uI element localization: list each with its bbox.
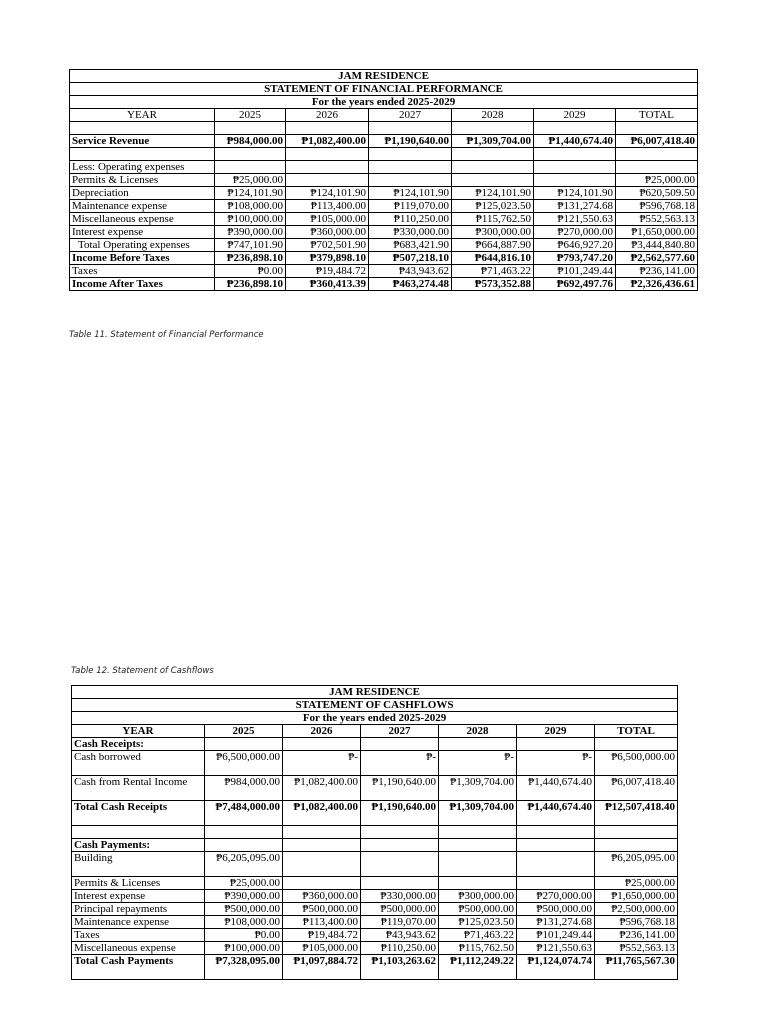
- table-cell: [361, 839, 439, 852]
- table-cell: [215, 122, 286, 135]
- table-cell: ₱6,205,095.00: [595, 852, 678, 877]
- table-cell: ₱124,101.90: [534, 187, 616, 200]
- table-cell: JAM RESIDENCE: [70, 70, 698, 83]
- table-row: [72, 903, 678, 916]
- table-cell: ₱3,444,840.80: [616, 239, 698, 252]
- table-cell: ₱330,000.00: [369, 226, 452, 239]
- table-row: [70, 213, 698, 226]
- table-row: [72, 877, 678, 890]
- table-cell: ₱19,484.72: [286, 265, 369, 278]
- table-cell: [369, 161, 452, 174]
- table-cell: ₱25,000.00: [595, 877, 678, 890]
- table-cell: ₱646,927.20: [534, 239, 616, 252]
- table-cell: Less: Operating expenses: [70, 161, 215, 174]
- table-cell: ₱747,101.90: [215, 239, 286, 252]
- table-cell: STATEMENT OF CASHFLOWS: [72, 699, 678, 712]
- table-cell: ₱7,328,095.00: [205, 955, 283, 980]
- table-cell: [286, 161, 369, 174]
- table-cell: ₱0.00: [205, 929, 283, 942]
- table-cell: [517, 852, 595, 877]
- table-cell: [369, 148, 452, 161]
- table-cell: ₱500,000.00: [205, 903, 283, 916]
- cashflows-table: [71, 685, 678, 980]
- table-cell: [595, 839, 678, 852]
- table-cell: ₱1,650,000.00: [616, 226, 698, 239]
- table-caption: Table 12. Statement of Cashflows: [71, 666, 214, 676]
- table-row: [70, 174, 698, 187]
- table-cell: ₱6,500,000.00: [205, 751, 283, 776]
- table-cell: ₱1,190,640.00: [361, 801, 439, 826]
- table-cell: ₱507,218.10: [369, 252, 452, 265]
- table-cell: ₱236,141.00: [595, 929, 678, 942]
- table-row: [72, 942, 678, 955]
- table-cell: ₱124,101.90: [369, 187, 452, 200]
- table-cell: ₱119,070.00: [369, 200, 452, 213]
- table-cell: Depreciation: [70, 187, 215, 200]
- column-header-row: [70, 109, 698, 122]
- table-cell: ₱500,000.00: [439, 903, 517, 916]
- table-cell: ₱1,082,400.00: [286, 135, 369, 148]
- table-cell: [439, 852, 517, 877]
- table-cell: ₱360,413.39: [286, 278, 369, 291]
- section-label-row: [70, 161, 698, 174]
- table-cell: For the years ended 2025-2029: [72, 712, 678, 725]
- table-cell: ₱125,023.50: [439, 916, 517, 929]
- table-row: [72, 929, 678, 942]
- section-label-row: [72, 839, 678, 852]
- table-cell: Taxes: [72, 929, 205, 942]
- table-cell: [616, 148, 698, 161]
- table-cell: ₱236,141.00: [616, 265, 698, 278]
- table-heading-row: [70, 96, 698, 109]
- table-cell: [439, 877, 517, 890]
- table-cell: ₱131,274.68: [517, 916, 595, 929]
- table-cell: ₱131,274.68: [534, 200, 616, 213]
- table-cell: ₱6,007,418.40: [616, 135, 698, 148]
- table-cell: ₱11,765,567.30: [595, 955, 678, 980]
- table-cell: ₱360,000.00: [283, 890, 361, 903]
- table-cell: ₱1,440,674.40: [534, 135, 616, 148]
- table-cell: 2029: [517, 725, 595, 738]
- table-row: [70, 252, 698, 265]
- table-cell: ₱270,000.00: [517, 890, 595, 903]
- table-cell: [283, 877, 361, 890]
- table-cell: YEAR: [70, 109, 215, 122]
- table-cell: Permits & Licenses: [70, 174, 215, 187]
- table-cell: ₱113,400.00: [286, 200, 369, 213]
- table-cell: ₱108,000.00: [205, 916, 283, 929]
- table-cell: ₱25,000.00: [215, 174, 286, 187]
- table-cell: Cash Payments:: [72, 839, 205, 852]
- table-cell: ₱596,768.18: [616, 200, 698, 213]
- table-cell: Maintenance expense: [72, 916, 205, 929]
- table-row: [72, 916, 678, 929]
- table-cell: 2027: [369, 109, 452, 122]
- table-cell: ₱596,768.18: [595, 916, 678, 929]
- table-cell: ₱6,007,418.40: [595, 776, 678, 801]
- table-cell: [286, 148, 369, 161]
- table-heading-row: [70, 70, 698, 83]
- table-cell: STATEMENT OF FINANCIAL PERFORMANCE: [70, 83, 698, 96]
- table-cell: ₱1,440,674.40: [517, 801, 595, 826]
- table-cell: TOTAL: [595, 725, 678, 738]
- table-cell: For the years ended 2025-2029: [70, 96, 698, 109]
- table-cell: [361, 738, 439, 751]
- table-cell: 2025: [215, 109, 286, 122]
- table-cell: 2027: [361, 725, 439, 738]
- table-row: [70, 187, 698, 200]
- table-cell: ₱-: [439, 751, 517, 776]
- table-cell: ₱390,000.00: [215, 226, 286, 239]
- table-cell: ₱1,082,400.00: [283, 776, 361, 801]
- column-header-row: [72, 725, 678, 738]
- table-cell: ₱702,501.90: [286, 239, 369, 252]
- table-row: [72, 801, 678, 826]
- table-cell: ₱124,101.90: [286, 187, 369, 200]
- table-cell: [439, 826, 517, 839]
- section-label-row: [72, 738, 678, 751]
- table-row: [70, 239, 698, 252]
- table-cell: [616, 122, 698, 135]
- table-cell: ₱43,943.62: [369, 265, 452, 278]
- table-cell: ₱100,000.00: [215, 213, 286, 226]
- table-cell: [70, 148, 215, 161]
- table-cell: [215, 161, 286, 174]
- table-cell: 2028: [452, 109, 534, 122]
- table-heading-row: [72, 686, 678, 699]
- table-cell: Principal repayments: [72, 903, 205, 916]
- table-cell: Cash borrowed: [72, 751, 205, 776]
- table-cell: ₱463,274.48: [369, 278, 452, 291]
- table-cell: [534, 122, 616, 135]
- table-cell: [517, 826, 595, 839]
- table-cell: ₱1,097,884.72: [283, 955, 361, 980]
- table-cell: [534, 174, 616, 187]
- table-cell: ₱552,563.13: [616, 213, 698, 226]
- table-cell: [452, 148, 534, 161]
- table-cell: ₱644,816.10: [452, 252, 534, 265]
- table-cell: [452, 161, 534, 174]
- table-cell: ₱7,484,000.00: [205, 801, 283, 826]
- table-cell: ₱1,082,400.00: [283, 801, 361, 826]
- table-cell: Service Revenue: [70, 135, 215, 148]
- table-cell: [205, 839, 283, 852]
- table-cell: [283, 852, 361, 877]
- table-cell: ₱25,000.00: [205, 877, 283, 890]
- table-cell: [286, 122, 369, 135]
- table-cell: ₱984,000.00: [205, 776, 283, 801]
- table-cell: [452, 174, 534, 187]
- table-cell: ₱300,000.00: [452, 226, 534, 239]
- blank-row: [70, 148, 698, 161]
- table-cell: ₱390,000.00: [205, 890, 283, 903]
- table-cell: ₱500,000.00: [517, 903, 595, 916]
- table-cell: [369, 174, 452, 187]
- table-row: [72, 955, 678, 980]
- table-cell: ₱115,762.50: [452, 213, 534, 226]
- table-cell: ₱6,500,000.00: [595, 751, 678, 776]
- table-caption: Table 11. Statement of Financial Performance: [69, 330, 264, 340]
- table-cell: [369, 122, 452, 135]
- table-cell: [205, 738, 283, 751]
- table-cell: ₱2,500,000.00: [595, 903, 678, 916]
- table-cell: ₱793,747.20: [534, 252, 616, 265]
- table-cell: [70, 122, 215, 135]
- table-cell: ₱664,887.90: [452, 239, 534, 252]
- table-cell: ₱1,190,640.00: [369, 135, 452, 148]
- table-cell: Building: [72, 852, 205, 877]
- table-row: [70, 278, 698, 291]
- table-cell: ₱1,309,704.00: [439, 801, 517, 826]
- table-cell: 2025: [205, 725, 283, 738]
- table-cell: [616, 161, 698, 174]
- table-cell: Interest expense: [70, 226, 215, 239]
- blank-row: [70, 122, 698, 135]
- table-cell: [595, 826, 678, 839]
- table-cell: Permits & Licenses: [72, 877, 205, 890]
- table-cell: Total Cash Receipts: [72, 801, 205, 826]
- table-cell: ₱1,124,074.74: [517, 955, 595, 980]
- table-cell: Total Cash Payments: [72, 955, 205, 980]
- table-cell: ₱25,000.00: [616, 174, 698, 187]
- table-cell: 2026: [286, 109, 369, 122]
- table-row: [72, 890, 678, 903]
- table-row: [72, 776, 678, 801]
- table-cell: 2026: [283, 725, 361, 738]
- table-cell: ₱683,421.90: [369, 239, 452, 252]
- table-cell: ₱71,463.22: [439, 929, 517, 942]
- table-heading-row: [72, 699, 678, 712]
- table-cell: ₱2,562,577.60: [616, 252, 698, 265]
- table-cell: ₱236,898.10: [215, 252, 286, 265]
- table-cell: ₱236,898.10: [215, 278, 286, 291]
- table-cell: [283, 826, 361, 839]
- table-heading-row: [70, 83, 698, 96]
- table-cell: ₱1,440,674.40: [517, 776, 595, 801]
- blank-row: [72, 826, 678, 839]
- table-cell: ₱101,249.44: [534, 265, 616, 278]
- table-cell: ₱1,112,249.22: [439, 955, 517, 980]
- table-cell: [286, 174, 369, 187]
- table-cell: TOTAL: [616, 109, 698, 122]
- table-cell: ₱124,101.90: [452, 187, 534, 200]
- table-cell: ₱125,023.50: [452, 200, 534, 213]
- table-heading-row: [72, 712, 678, 725]
- table-cell: [283, 839, 361, 852]
- table-cell: ₱19,484.72: [283, 929, 361, 942]
- table-cell: Interest expense: [72, 890, 205, 903]
- table-cell: ₱110,250.00: [361, 942, 439, 955]
- table-cell: ₱110,250.00: [369, 213, 452, 226]
- table-cell: ₱500,000.00: [283, 903, 361, 916]
- table-cell: ₱984,000.00: [215, 135, 286, 148]
- table-cell: ₱0.00: [215, 265, 286, 278]
- table-cell: Cash from Rental Income: [72, 776, 205, 801]
- table-cell: [534, 161, 616, 174]
- table-cell: ₱620,509.50: [616, 187, 698, 200]
- table-row: [72, 751, 678, 776]
- table-cell: ₱6,205,095.00: [205, 852, 283, 877]
- table-cell: [215, 148, 286, 161]
- table-cell: JAM RESIDENCE: [72, 686, 678, 699]
- table-cell: ₱124,101.90: [215, 187, 286, 200]
- table-cell: ₱379,898.10: [286, 252, 369, 265]
- table-cell: [534, 148, 616, 161]
- table-cell: ₱105,000.00: [283, 942, 361, 955]
- table-cell: [361, 852, 439, 877]
- table-cell: ₱270,000.00: [534, 226, 616, 239]
- table-cell: ₱105,000.00: [286, 213, 369, 226]
- table-cell: ₱113,400.00: [283, 916, 361, 929]
- table-cell: ₱1,309,704.00: [439, 776, 517, 801]
- table-row: [70, 265, 698, 278]
- table-cell: [361, 826, 439, 839]
- table-cell: [517, 877, 595, 890]
- table-cell: ₱121,550.63: [517, 942, 595, 955]
- table-cell: 2028: [439, 725, 517, 738]
- table-cell: ₱115,762.50: [439, 942, 517, 955]
- table-row: [70, 226, 698, 239]
- table-cell: ₱330,000.00: [361, 890, 439, 903]
- table-cell: ₱1,650,000.00: [595, 890, 678, 903]
- table-cell: ₱108,000.00: [215, 200, 286, 213]
- table-cell: [283, 738, 361, 751]
- table-cell: ₱-: [283, 751, 361, 776]
- table-cell: 2029: [534, 109, 616, 122]
- table-cell: ₱71,463.22: [452, 265, 534, 278]
- table-cell: ₱119,070.00: [361, 916, 439, 929]
- table-cell: Maintenance expense: [70, 200, 215, 213]
- table-cell: ₱43,943.62: [361, 929, 439, 942]
- table-cell: [205, 826, 283, 839]
- table-cell: Total Operating expenses: [70, 239, 215, 252]
- table-cell: ₱100,000.00: [205, 942, 283, 955]
- table-row: [72, 852, 678, 877]
- table-cell: Income After Taxes: [70, 278, 215, 291]
- table-cell: ₱500,000.00: [361, 903, 439, 916]
- table-cell: ₱-: [361, 751, 439, 776]
- table-cell: ₱300,000.00: [439, 890, 517, 903]
- table-cell: ₱552,563.13: [595, 942, 678, 955]
- table-cell: [452, 122, 534, 135]
- table-cell: [517, 738, 595, 751]
- table-cell: Miscellaneous expense: [72, 942, 205, 955]
- table-cell: [595, 738, 678, 751]
- table-cell: [439, 839, 517, 852]
- table-cell: Miscellaneous expense: [70, 213, 215, 226]
- table-cell: Income Before Taxes: [70, 252, 215, 265]
- table-row: [70, 135, 698, 148]
- table-cell: ₱-: [517, 751, 595, 776]
- table-cell: [439, 738, 517, 751]
- table-cell: [72, 826, 205, 839]
- table-cell: ₱2,326,436.61: [616, 278, 698, 291]
- financial-performance-table: [69, 69, 698, 291]
- table-cell: ₱1,190,640.00: [361, 776, 439, 801]
- table-cell: ₱692,497.76: [534, 278, 616, 291]
- table-cell: ₱573,352.88: [452, 278, 534, 291]
- table-cell: YEAR: [72, 725, 205, 738]
- table-cell: ₱360,000.00: [286, 226, 369, 239]
- table-cell: ₱101,249.44: [517, 929, 595, 942]
- table-cell: ₱1,309,704.00: [452, 135, 534, 148]
- table-cell: Taxes: [70, 265, 215, 278]
- table-cell: ₱121,550.63: [534, 213, 616, 226]
- table-cell: [361, 877, 439, 890]
- table-cell: [517, 839, 595, 852]
- table-cell: ₱1,103,263.62: [361, 955, 439, 980]
- table-row: [70, 200, 698, 213]
- table-cell: ₱12,507,418.40: [595, 801, 678, 826]
- table-cell: Cash Receipts:: [72, 738, 205, 751]
